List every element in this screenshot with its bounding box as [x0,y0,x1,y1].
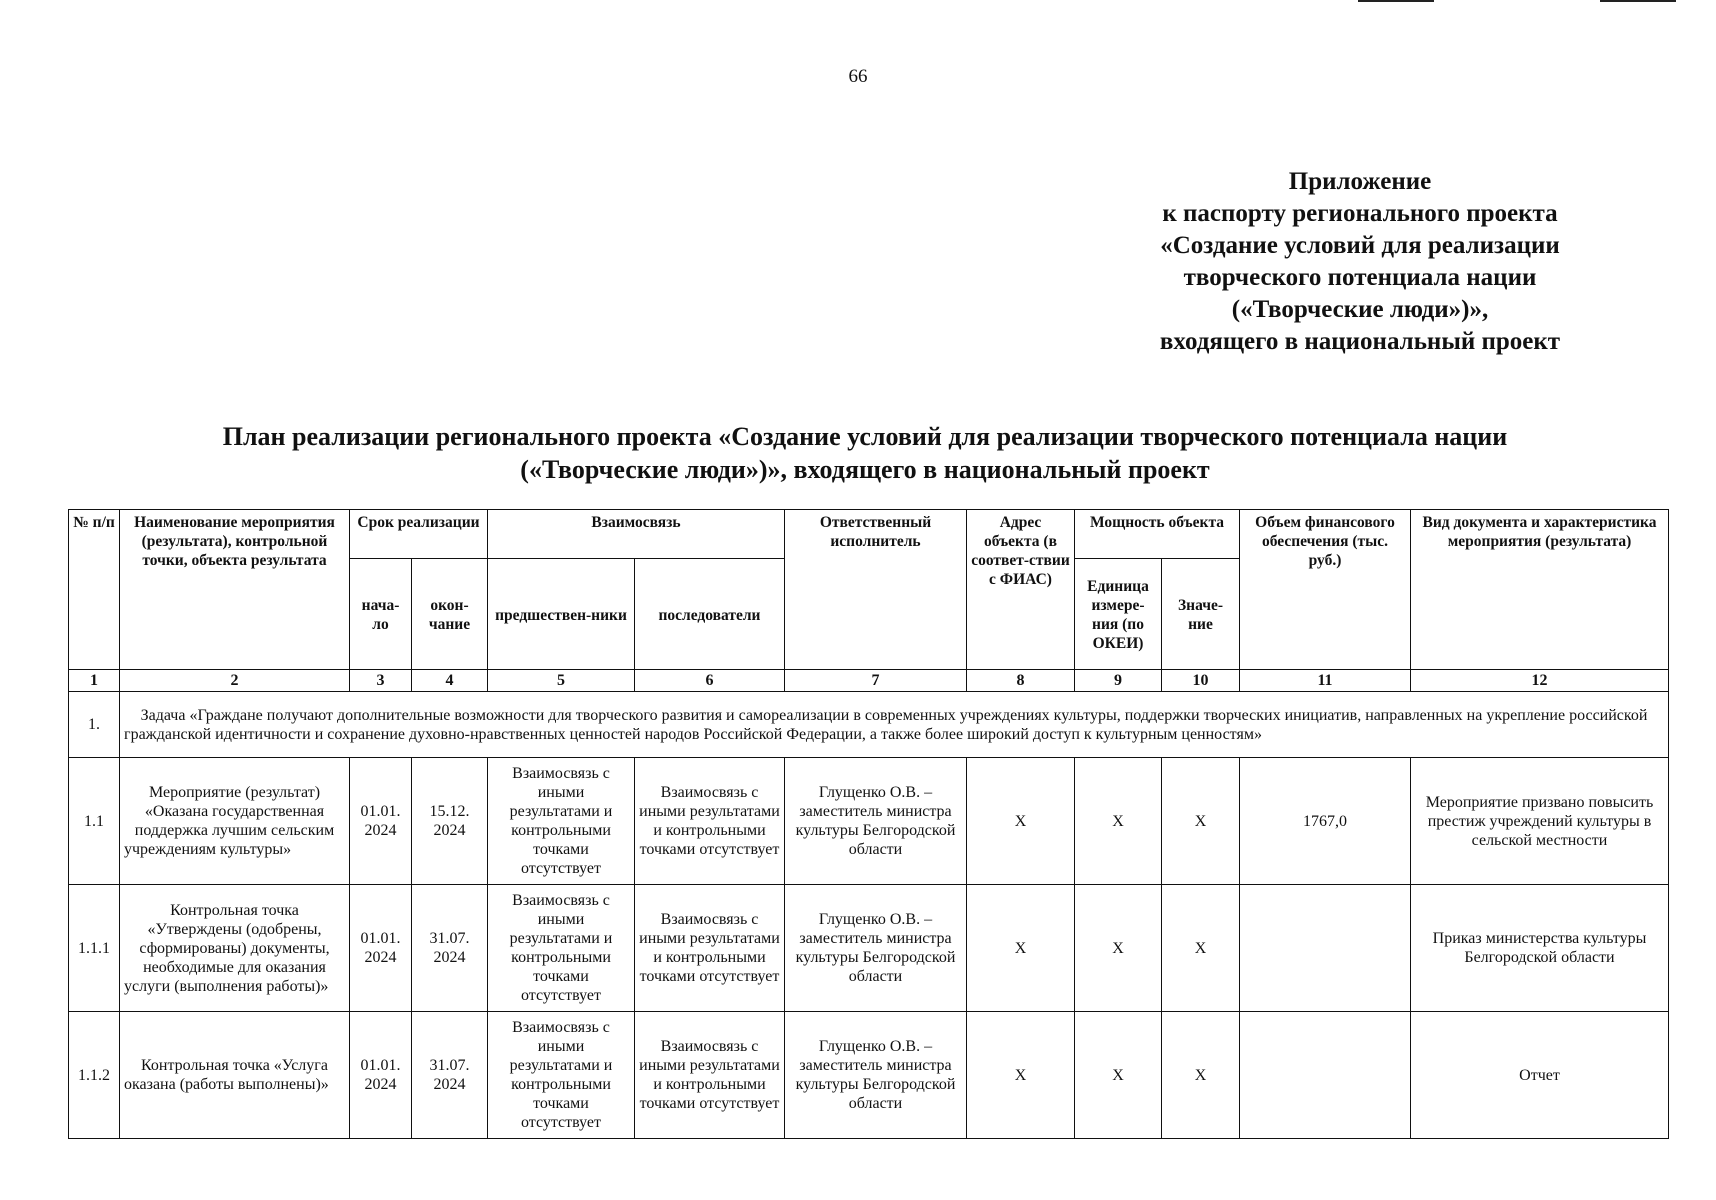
table-row [69,1012,1669,1139]
header-num: № п/п [69,510,120,670]
appendix-line: «Создание условий для реализации [1160,232,1560,259]
plan-table [68,509,1669,1139]
row-finance: 1767,0 [1240,758,1411,885]
column-number: 7 [785,670,967,692]
row-name: Мероприятие (результат) «Оказана государственная поддержка лучшим сельским учреждениям культуры» [120,758,350,885]
header-finance: Объем финансового обеспечения (тыс. руб.) [1240,510,1411,670]
row-successors: Взаимосвязь с иными результатами и контрольными точками отсутствует [635,885,785,1012]
column-number: 4 [412,670,488,692]
row-finance [1240,885,1411,1012]
row-finance [1240,1012,1411,1139]
column-number: 5 [488,670,635,692]
header-doc: Вид документа и характеристика мероприятия (результата) [1411,510,1669,670]
header-relation: Взаимосвязь [488,510,785,559]
header-term: Срок реализации [350,510,488,559]
column-number: 3 [350,670,412,692]
row-end: 31.07. 2024 [412,1012,488,1139]
row-start: 01.01. 2024 [350,1012,412,1139]
row-name: Контрольная точка «Утверждены (одобрены, сформированы) документы, необходимые для оказания услуги (выполнения работы)» [120,885,350,1012]
row-name: Контрольная точка «Услуга оказана (работы выполнены)» [120,1012,350,1139]
appendix-line: («Творческие люди»)», [1231,296,1489,323]
row-end: 15.12. 2024 [412,758,488,885]
column-number: 6 [635,670,785,692]
header-capacity: Мощность объекта [1075,510,1240,559]
row-doc: Мероприятие призвано повысить престиж учреждений культуры в сельской местности [1411,758,1669,885]
table-row [69,758,1669,885]
task-num: 1. [69,692,120,758]
header-successors: последователи [635,559,785,670]
column-number: 11 [1240,670,1411,692]
plan-title-line: План реализации регионального проекта «Создание условий для реализации творческого потенциала нации [222,422,1508,451]
row-predecessors: Взаимосвязь с иными результатами и контрольными точками отсутствует [488,885,635,1012]
header-name: Наименование мероприятия (результата), контрольной точки, объекта результата [120,510,350,670]
plan-title-line: («Творческие люди»)», входящего в национальный проект [520,455,1210,484]
header-start: нача-ло [350,559,412,670]
row-unit: Х [1075,1012,1162,1139]
column-number: 10 [1162,670,1240,692]
top-edge-rule [1358,0,1434,2]
row-value: Х [1162,758,1240,885]
row-start: 01.01. 2024 [350,885,412,1012]
header-predecessors: предшествен-ники [488,559,635,670]
row-doc: Отчет [1411,1012,1669,1139]
row-doc: Приказ министерства культуры Белгородской области [1411,885,1669,1012]
table-row [69,885,1669,1012]
column-number: 1 [69,670,120,692]
header-end: окон-чание [412,559,488,670]
row-value: Х [1162,1012,1240,1139]
header-executor: Ответственный исполнитель [785,510,967,670]
row-unit: Х [1075,758,1162,885]
row-address: Х [967,758,1075,885]
appendix-caption [1080,166,1640,358]
header-address: Адрес объекта (в соответ-ствии с ФИАС) [967,510,1075,670]
row-successors: Взаимосвязь с иными результатами и контрольными точками отсутствует [635,1012,785,1139]
appendix-line: входящего в национальный проект [1159,328,1561,355]
row-address: Х [967,885,1075,1012]
appendix-line: к паспорту регионального проекта [1162,200,1558,227]
column-number: 12 [1411,670,1669,692]
row-executor: Глущенко О.В. – заместитель министра культуры Белгородской области [785,758,967,885]
page-number: 66 [848,66,868,87]
row-executor: Глущенко О.В. – заместитель министра культуры Белгородской области [785,1012,967,1139]
task-row [69,692,1669,758]
top-edge-rule [1600,0,1676,2]
appendix-line: Приложение [1288,168,1432,195]
column-number: 8 [967,670,1075,692]
header-value: Значе-ние [1162,559,1240,670]
row-start: 01.01. 2024 [350,758,412,885]
row-num: 1.1.2 [69,1012,120,1139]
row-unit: Х [1075,885,1162,1012]
row-num: 1.1 [69,758,120,885]
row-successors: Взаимосвязь с иными результатами и контрольными точками отсутствует [635,758,785,885]
row-predecessors: Взаимосвязь с иными результатами и контрольными точками отсутствует [488,758,635,885]
appendix-line: творческого потенциала нации [1183,264,1537,291]
row-num: 1.1.1 [69,885,120,1012]
row-value: Х [1162,885,1240,1012]
header-unit: Единица измере-ния (по ОКЕИ) [1075,559,1162,670]
row-executor: Глущенко О.В. – заместитель министра культуры Белгородской области [785,885,967,1012]
row-end: 31.07. 2024 [412,885,488,1012]
row-address: Х [967,1012,1075,1139]
row-predecessors: Взаимосвязь с иными результатами и контрольными точками отсутствует [488,1012,635,1139]
plan-title [100,420,1630,486]
column-number: 2 [120,670,350,692]
column-number: 9 [1075,670,1162,692]
task-text: Задача «Граждане получают дополнительные возможности для творческого развития и самореализации в современных учреждениях культуры, поддержки творческих инициатив, направленных на укрепление российской гражданской идентичности и сохранение духовно-нравственных ценностей народов Российской Федерации, а также более широкий доступ к культурным ценностям» [120,692,1669,758]
